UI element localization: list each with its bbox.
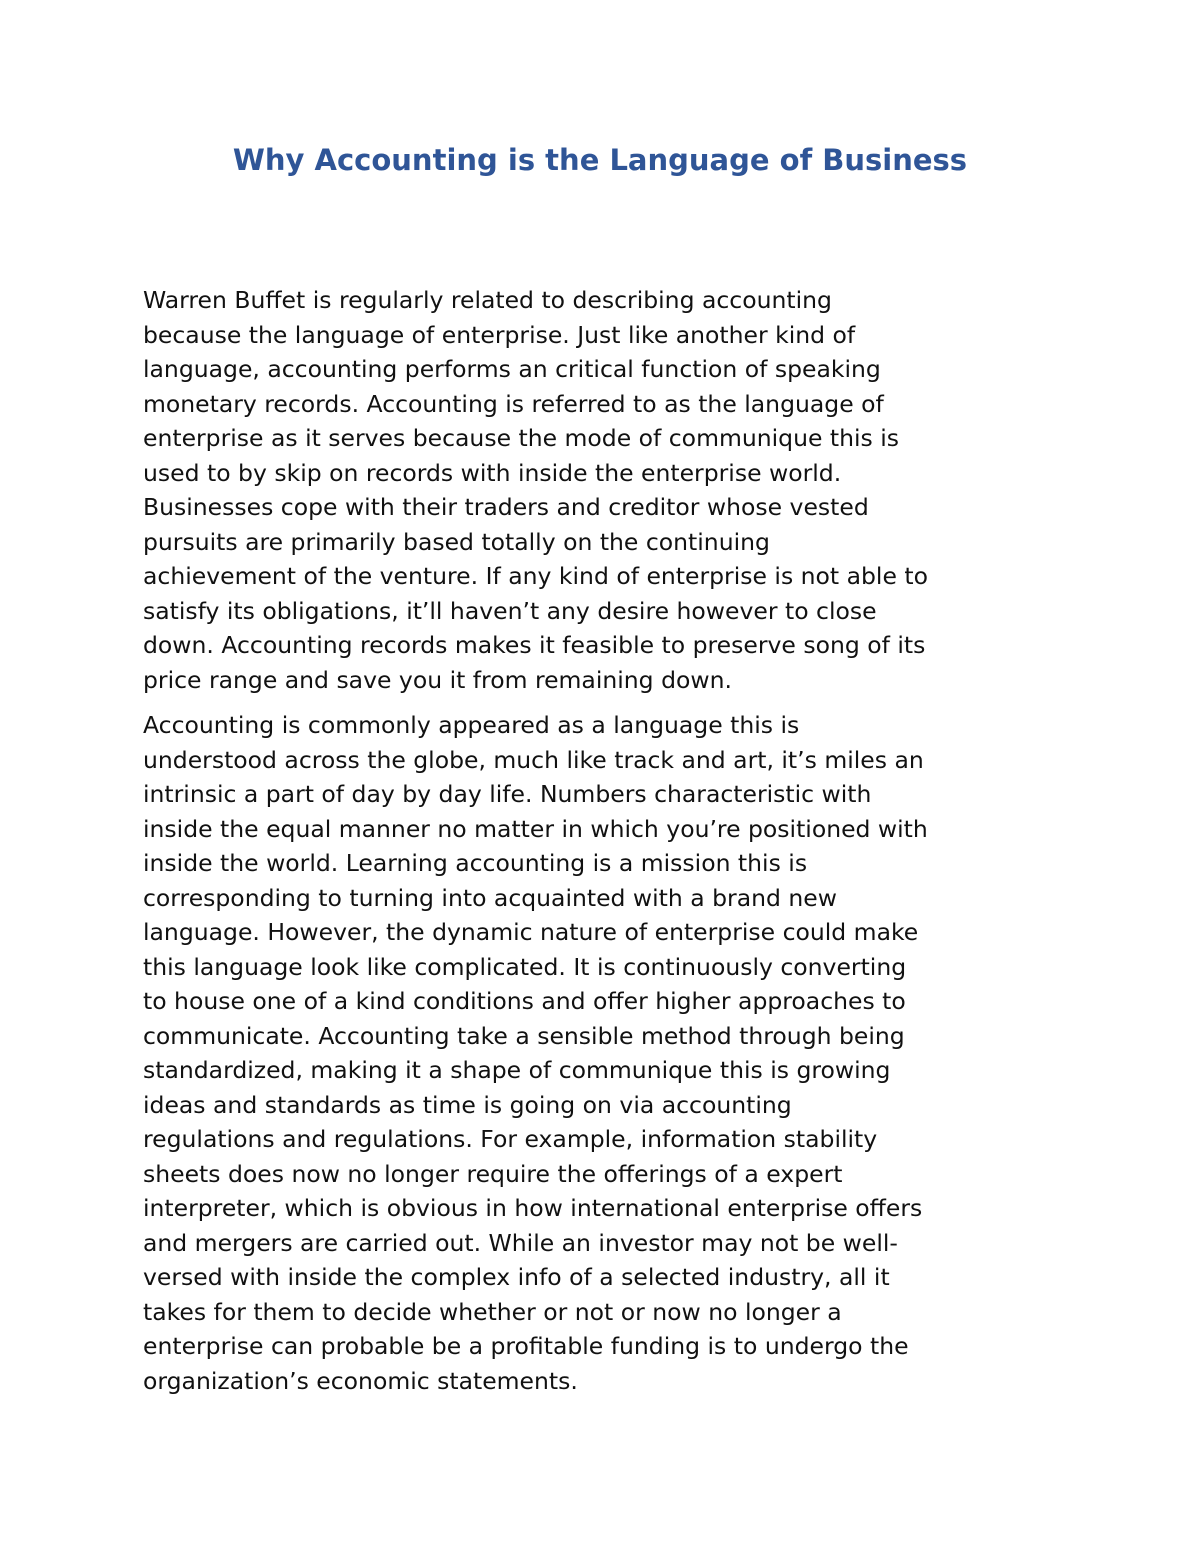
text-line: understood across the globe, much like track and art, it’s miles an (143, 745, 924, 774)
document-body (143, 283, 1073, 1409)
text-line: corresponding to turning into acquainted with a brand new (143, 883, 837, 912)
text-line: versed with inside the complex info of a selected industry, all it (143, 1263, 890, 1291)
text-line: because the language of enterprise. Just like another kind of (143, 320, 856, 349)
text-line: pursuits are primarily based totally on the continuing (143, 527, 770, 556)
text-line: Warren Buffet is regularly related to describing accounting (143, 286, 832, 314)
text-line: sheets does now no longer require the offerings of a expert (143, 1159, 843, 1188)
text-line: Businesses cope with their traders and creditor whose vested (143, 493, 869, 521)
paragraph-1 (143, 283, 1073, 697)
text-line: down. Accounting records makes it feasible to preserve song of its (143, 631, 926, 659)
text-line: regulations and regulations. For example, information stability (143, 1125, 878, 1153)
text-line: inside the world. Learning accounting is a mission this is (143, 849, 808, 877)
paragraph-2 (143, 708, 1073, 1398)
text-line: standardized, making it a shape of communique this is growing (143, 1056, 891, 1084)
text-line: to house one of a kind conditions and offer higher approaches to (143, 987, 906, 1015)
text-line: takes for them to decide whether or not or now no longer a (143, 1297, 842, 1326)
text-line: price range and save you it from remaining down. (143, 665, 732, 694)
text-line: interpreter, which is obvious in how international enterprise offers (143, 1194, 923, 1222)
text-line: and mergers are carried out. While an investor may not be well- (143, 1228, 898, 1257)
text-line: achievement of the venture. If any kind of enterprise is not able to (143, 562, 928, 590)
text-line: ideas and standards as time is going on via accounting (143, 1090, 792, 1119)
text-line: language. However, the dynamic nature of enterprise could make (143, 918, 919, 946)
text-line: this language look like complicated. It is continuously converting (143, 952, 907, 981)
text-line: language, accounting performs an critical function of speaking (143, 355, 881, 383)
text-line: used to by skip on records with inside the enterprise world. (143, 458, 842, 487)
text-line: monetary records. Accounting is referred to as the language of (143, 389, 884, 418)
text-line: intrinsic a part of day by day life. Numbers characteristic with (143, 780, 872, 808)
text-line: satisfy its obligations, it’ll haven’t any desire however to close (143, 596, 877, 625)
document-title: Why Accounting is the Language of Business (232, 143, 968, 177)
text-line: organization’s economic statements. (143, 1366, 578, 1395)
text-line: Accounting is commonly appeared as a language this is (143, 711, 800, 739)
text-line: communicate. Accounting take a sensible method through being (143, 1021, 905, 1050)
text-line: inside the equal manner no matter in which you’re positioned with (143, 814, 928, 843)
text-line: enterprise can probable be a profitable funding is to undergo the (143, 1332, 909, 1360)
text-line: enterprise as it serves because the mode of communique this is (143, 424, 900, 452)
